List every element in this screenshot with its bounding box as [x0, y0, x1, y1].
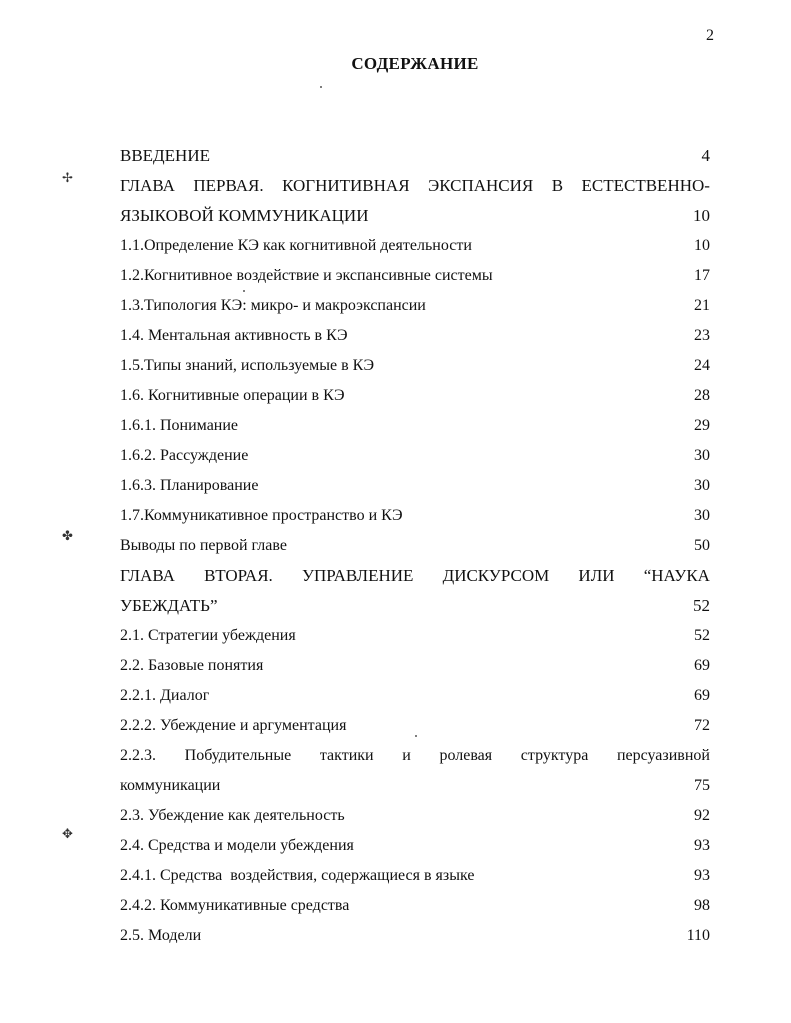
toc-entry — [120, 891, 710, 921]
entry-title: ВВЕДЕНИЕ — [120, 146, 210, 165]
toc-entry — [120, 711, 710, 741]
entry-page: 10 — [693, 206, 710, 225]
word: ролевая — [439, 747, 493, 764]
toc-entry — [120, 741, 710, 771]
entry-page: 52 — [693, 596, 710, 615]
entry-title: Выводы по первой главе — [120, 537, 287, 554]
margin-mark: ✤ — [62, 528, 73, 543]
word: 2.2.3. — [120, 747, 156, 764]
word: ЭКСПАНСИЯ — [427, 176, 534, 195]
toc-entry — [120, 921, 710, 951]
entry-page: 110 — [686, 927, 710, 944]
word: структура — [520, 747, 589, 764]
toc-entry — [120, 351, 710, 381]
toc-entry — [120, 681, 710, 711]
word: и — [402, 747, 411, 764]
entry-page: 17 — [694, 267, 710, 284]
entry-page: 4 — [701, 146, 710, 165]
word: персуазивной — [616, 747, 710, 764]
toc-entry — [120, 621, 710, 651]
word: ПЕРВАЯ. — [193, 176, 264, 195]
entry-title: 1.6.3. Планирование — [120, 477, 259, 494]
toc-entry — [120, 471, 710, 501]
entry-title-line-1 — [120, 741, 710, 771]
toc-entry — [120, 141, 710, 171]
page-number: 2 — [706, 27, 714, 44]
entry-title: 2.5. Модели — [120, 927, 202, 944]
word: ГЛАВА — [120, 566, 175, 585]
entry-title: 1.4. Ментальная активность в КЭ — [120, 327, 348, 344]
word: ГЛАВА — [120, 176, 175, 195]
entry-page: 23 — [694, 327, 710, 344]
entry-page: 50 — [694, 537, 710, 554]
entry-page: 52 — [694, 627, 710, 644]
entry-title: 2.4.2. Коммуникативные средства — [120, 897, 350, 914]
entry-title: 2.1. Стратегии убеждения — [120, 627, 296, 644]
word: ДИСКУРСОМ — [442, 566, 550, 585]
entry-title: 2.2.2. Убеждение и аргументация — [120, 717, 347, 734]
word: В — [551, 176, 564, 195]
toc-entry — [120, 381, 710, 411]
margin-mark: ✥ — [62, 826, 73, 841]
entry-page: 98 — [694, 897, 710, 914]
toc-entry — [120, 861, 710, 891]
toc-entry-continuation — [120, 591, 710, 621]
entry-page: 75 — [694, 777, 710, 794]
word: УПРАВЛЕНИЕ — [301, 566, 414, 585]
entry-page: 10 — [694, 237, 710, 254]
entry-page: 93 — [694, 867, 710, 884]
entry-title: 2.4. Средства и модели убеждения — [120, 837, 354, 854]
margin-mark: ✢ — [62, 170, 73, 185]
entry-title: 1.5.Типы знаний, используемые в КЭ — [120, 357, 375, 374]
entry-page: 69 — [694, 657, 710, 674]
word: ЕСТЕСТВЕННО- — [581, 176, 710, 195]
entry-title: 1.7.Коммуникативное пространство и КЭ — [120, 507, 403, 524]
entry-page: 30 — [694, 507, 710, 524]
word: Побудительные — [184, 747, 292, 764]
toc-entry — [120, 441, 710, 471]
toc-entry-continuation — [120, 771, 710, 801]
toc-entry — [120, 411, 710, 441]
entry-title-line-1 — [120, 561, 710, 591]
entry-title: 1.3.Типология КЭ: микро- и макроэкспансии — [120, 297, 426, 314]
scan-speck — [320, 86, 322, 88]
entry-title: 1.6.1. Понимание — [120, 417, 239, 434]
page-title: СОДЕРЖАНИЕ — [351, 54, 479, 73]
toc-entry-continuation — [120, 201, 710, 231]
entry-page: 28 — [694, 387, 710, 404]
toc-entry — [120, 651, 710, 681]
toc-entry — [120, 531, 710, 561]
entry-title-line-2: ЯЗЫКОВОЙ КОММУНИКАЦИИ — [120, 206, 369, 225]
word: КОГНИТИВНАЯ — [282, 176, 410, 195]
entry-page: 93 — [694, 837, 710, 854]
entry-title: 1.6. Когнитивные операции в КЭ — [120, 387, 345, 404]
entry-page: 92 — [694, 807, 710, 824]
entry-page: 72 — [694, 717, 710, 734]
entry-page: 24 — [694, 357, 710, 374]
entry-title: 1.1.Определение КЭ как когнитивной деятельности — [120, 237, 472, 254]
word: ВТОРАЯ. — [204, 566, 273, 585]
entry-page: 69 — [694, 687, 710, 704]
entry-page: 29 — [694, 417, 710, 434]
word: “НАУКА — [643, 566, 710, 585]
word: тактики — [319, 747, 374, 764]
entry-title: 2.4.1. Средства воздействия, содержащиеся в языке — [120, 867, 475, 884]
entry-title-line-2: коммуникации — [120, 777, 221, 794]
toc-entry — [120, 171, 710, 201]
toc-entry — [120, 321, 710, 351]
entry-title: 2.2. Базовые понятия — [120, 657, 264, 674]
entry-title-line-1 — [120, 171, 710, 201]
word: ИЛИ — [578, 566, 615, 585]
entry-page: 30 — [694, 477, 710, 494]
toc-entry — [120, 801, 710, 831]
entry-title: 1.6.2. Рассуждение — [120, 447, 249, 464]
toc-entry — [120, 291, 710, 321]
entry-title: 2.2.1. Диалог — [120, 687, 210, 704]
entry-title-line-2: УБЕЖДАТЬ” — [120, 596, 218, 615]
toc-entry — [120, 831, 710, 861]
toc-entry — [120, 501, 710, 531]
entry-title: 2.3. Убеждение как деятельность — [120, 807, 345, 824]
entry-page: 21 — [694, 297, 710, 314]
entry-page: 30 — [694, 447, 710, 464]
entry-title: 1.2.Когнитивное воздействие и экспансивные системы — [120, 267, 493, 284]
toc-entry — [120, 231, 710, 261]
table-of-contents — [120, 141, 710, 951]
toc-entry — [120, 261, 710, 291]
toc-entry — [120, 561, 710, 591]
